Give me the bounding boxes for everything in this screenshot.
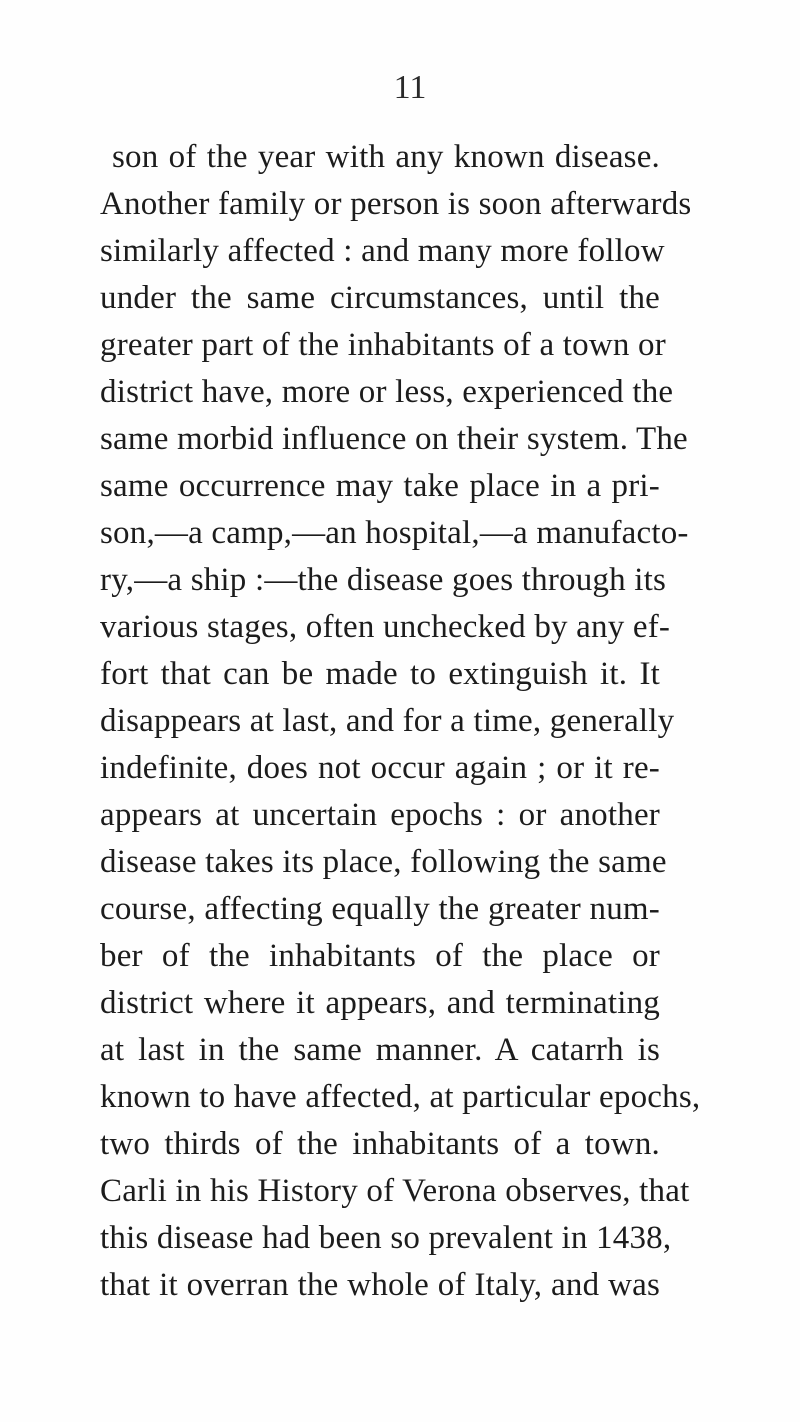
text-line: district where it appears, and terminating (100, 985, 660, 1021)
page-number: 11 (393, 69, 427, 106)
text-line: this disease had been so prevalent in 1438, (100, 1220, 672, 1256)
text-line: ry,—a ship :—the disease goes through its (100, 562, 667, 598)
text-line: appears at uncertain epochs : or another (100, 797, 660, 833)
text-line: at last in the same manner. A catarrh is (100, 1032, 660, 1068)
text-line: disease takes its place, following the same (100, 844, 667, 880)
text-line: greater part of the inhabitants of a town or (100, 327, 666, 363)
text-line: known to have affected, at particular epochs, (100, 1079, 701, 1115)
text-line: two thirds of the inhabitants of a town. (100, 1126, 660, 1162)
text-line: various stages, often unchecked by any ef- (100, 609, 671, 645)
text-line: ber of the inhabitants of the place or (100, 938, 660, 974)
text-line: under the same circumstances, until the (100, 280, 660, 316)
text-line: same morbid influence on their system. The (100, 421, 688, 457)
text-line: district have, more or less, experienced the (100, 374, 674, 410)
text-line: disappears at last, and for a time, generally (100, 703, 675, 739)
text-line: Carli in his History of Verona observes, that (100, 1173, 690, 1209)
body-text (100, 134, 701, 1309)
text-line: son,—a camp,—an hospital,—a manufacto- (100, 515, 689, 551)
text-line: fort that can be made to extinguish it. It (100, 656, 660, 692)
text-line: similarly affected : and many more follow (100, 233, 665, 269)
text-line: Another family or person is soon afterwards (100, 186, 692, 222)
text-line: indefinite, does not occur again ; or it re- (100, 750, 660, 786)
text-line: same occurrence may take place in a pri- (100, 468, 660, 504)
text-line: course, affecting equally the greater num- (100, 891, 660, 927)
text-line: son of the year with any known disease. (112, 139, 660, 175)
text-line: that it overran the whole of Italy, and was (100, 1267, 660, 1303)
